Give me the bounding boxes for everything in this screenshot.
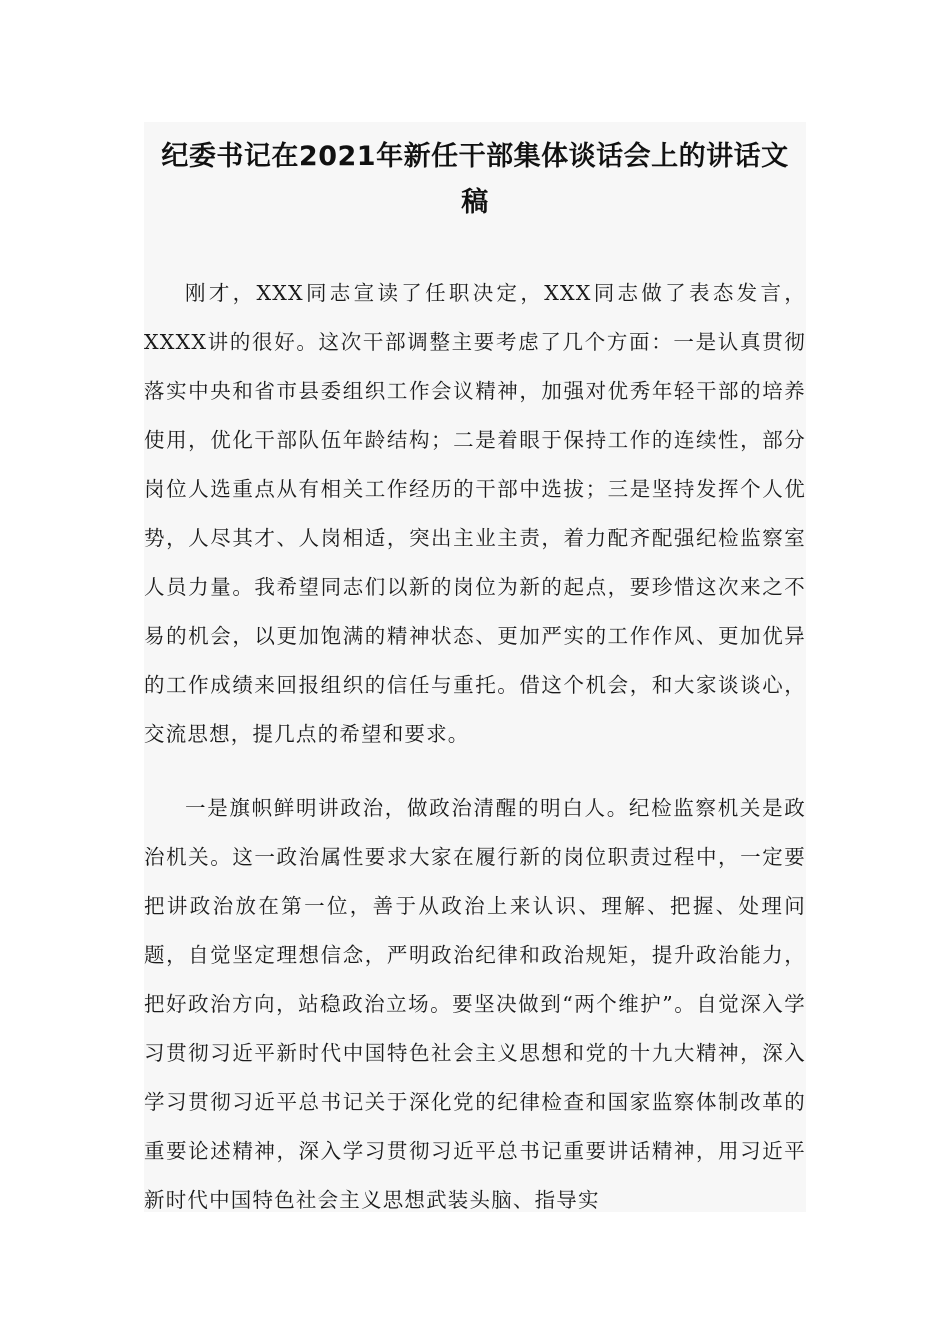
paragraph-point-one: 一是旗帜鲜明讲政治，做政治清醒的明白人。纪检监察机关是政治机关。这一政治属性要求大家在履行新的岗位职责过程中，一定要把讲政治放在第一位，善于从政治上来认识、理解、把握、处理问题，自觉坚定理想信念，严明政治纪律和政治规矩，提升政治能力，把好政治方向，站稳政治立场。要坚决做到“两个维护”。自觉深入学习贯彻习近平新时代中国特色社会主义思想和党的十九大精神，深入学习贯彻习近平总书记关于深化党的纪律检查和国家监察体制改革的重要论述精神，深入学习贯彻习近平总书记重要讲话精神，用习近平新时代中国特色社会主义思想武装头脑、指导实 (144, 796, 806, 1212)
document-page (144, 122, 806, 1212)
document-title: 纪委书记在2021年新任干部集体谈话会上的讲话文稿 (161, 141, 789, 218)
paragraph-opening: 刚才，XXX同志宣读了任职决定，XXX同志做了表态发言，XXXX讲的很好。这次干部调整主要考虑了几个方面：一是认真贯彻落实中央和省市县委组织工作会议精神，加强对优秀年轻干部的培养使用，优化干部队伍年龄结构；二是着眼于保持工作的连续性，部分岗位人选重点从有相关工作经历的干部中选拔；三是坚持发挥个人优势，人尽其才、人岗相适，突出主业主责，着力配齐配强纪检监察室人员力量。我希望同志们以新的岗位为新的起点，要珍惜这次来之不易的机会，以更加饱满的精神状态、更加严实的工作作风、更加优异的工作成绩来回报组织的信任与重托。借这个机会，和大家谈谈心，交流思想，提几点的希望和要求。 (144, 281, 806, 746)
